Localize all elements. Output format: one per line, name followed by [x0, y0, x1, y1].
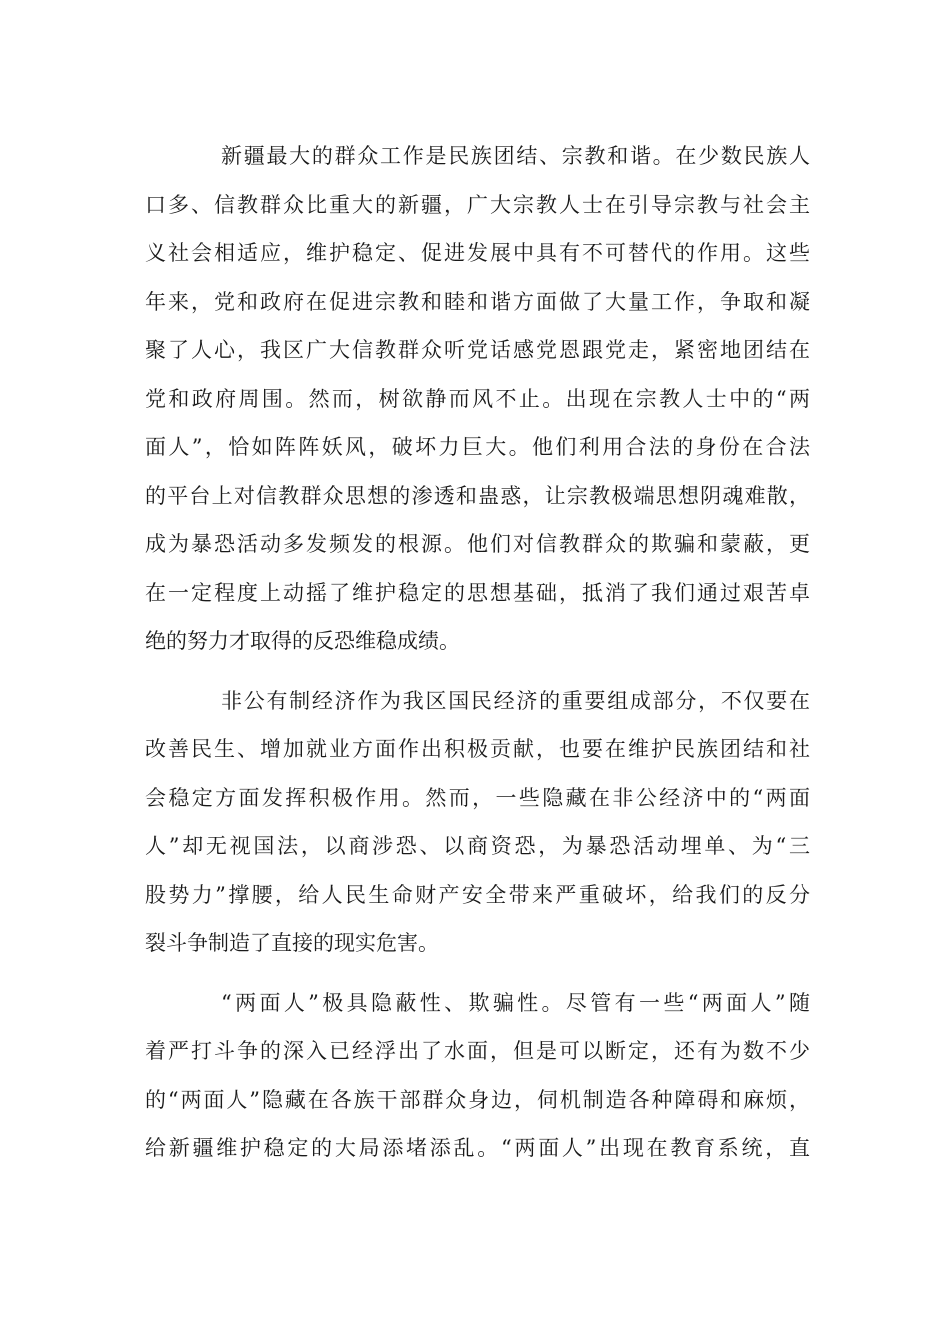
text-line: 会稳定方面发挥积极作用。然而，一些隐藏在非公经济中的“两面 [145, 785, 810, 810]
text-line: 义社会相适应，维护稳定、促进发展中具有不可替代的作用。这些 [145, 241, 810, 265]
text-line: 绝的努力才取得的反恐维稳成绩。 [145, 629, 460, 653]
text-line: “两面人”极具隐蔽性、欺骗性。尽管有一些“两面人”随 [221, 990, 810, 1015]
text-line: 股势力”撑腰，给人民生命财产安全带来严重破坏，给我们的反分 [145, 882, 810, 907]
text-line: 的“两面人”隐藏在各族干部群众身边，伺机制造各种障碍和麻烦， [145, 1087, 810, 1112]
text-line: 的平台上对信教群众思想的渗透和蛊惑，让宗教极端思想阴魂难散， [145, 483, 810, 508]
text-line: 着严打斗争的深入已经浮出了水面，但是可以断定，还有为数不少 [145, 1039, 810, 1063]
text-line: 面人”，恰如阵阵妖风，破坏力巨大。他们利用合法的身份在合法 [145, 435, 810, 459]
body-text [145, 132, 810, 1184]
text-line: 改善民生、增加就业方面作出积极贡献，也要在维护民族团结和社 [145, 737, 810, 761]
text-line: 党和政府周围。然而，树欲静而风不止。出现在宗教人士中的“两 [145, 386, 810, 411]
text-line: 裂斗争制造了直接的现实危害。 [145, 931, 439, 955]
text-line: 口多、信教群众比重大的新疆，广大宗教人士在引导宗教与社会主 [145, 192, 810, 217]
text-line: 非公有制经济作为我区国民经济的重要组成部分，不仅要在 [221, 688, 810, 713]
text-line: 人”却无视国法，以商涉恐、以商资恐，为暴恐活动埋单、为“三 [145, 834, 810, 858]
text-line: 给新疆维护稳定的大局添堵添乱。“两面人”出现在教育系统，直 [145, 1136, 810, 1160]
text-line: 在一定程度上动摇了维护稳定的思想基础，抵消了我们通过艰苦卓 [145, 580, 810, 605]
paragraph-two-faced [145, 979, 810, 1173]
paragraph-religion [145, 132, 810, 666]
text-line: 年来，党和政府在促进宗教和睦和谐方面做了大量工作，争取和凝 [145, 289, 810, 314]
text-line: 聚了人心，我区广大信教群众听党话感党恩跟党走，紧密地团结在 [145, 338, 810, 362]
text-line: 成为暴恐活动多发频发的根源。他们对信教群众的欺骗和蒙蔽，更 [145, 532, 810, 556]
paragraph-private-economy [145, 677, 810, 968]
text-line: 新疆最大的群众工作是民族团结、宗教和谐。在少数民族人 [221, 144, 810, 168]
